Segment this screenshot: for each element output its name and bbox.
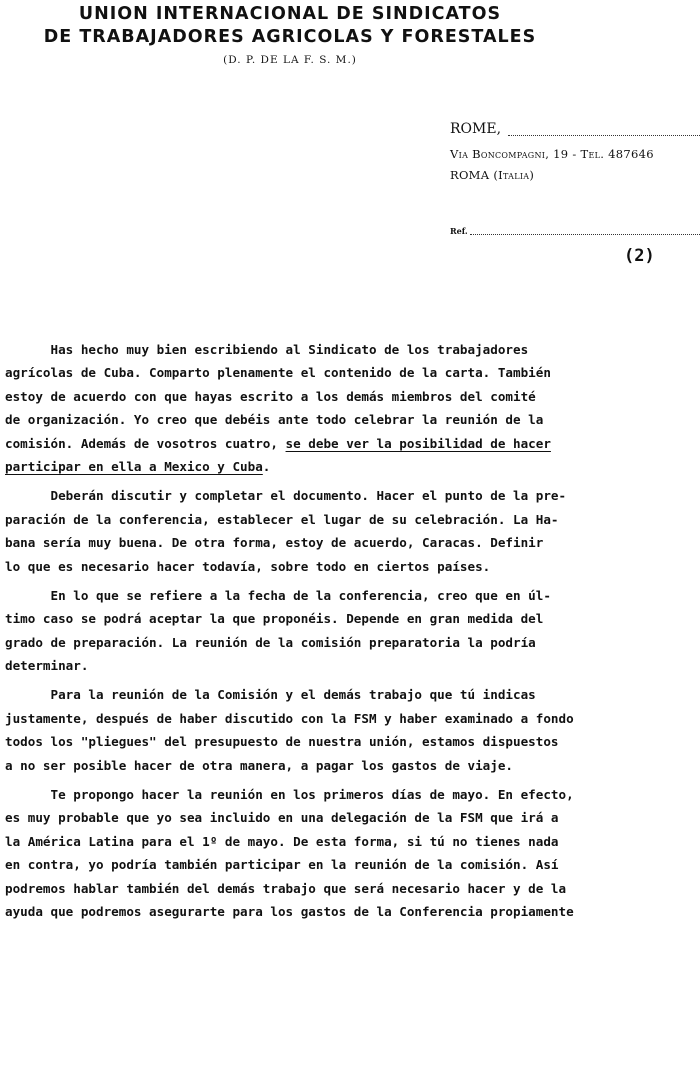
letterhead-subtitle: (D. P. DE LA F. S. M.) (223, 54, 357, 66)
paragraph-4 (5, 683, 700, 777)
paragraph-2 (5, 484, 700, 578)
text-line: Para la reunión de la Comisión y el demás trabajo que tú indicas (5, 687, 536, 703)
text-line: Te propongo hacer la reunión en los primeros días de mayo. En efecto, (5, 787, 574, 803)
underlined-text: se debe ver la posibilidad de hacer (285, 435, 551, 451)
text-line: a no ser posible hacer de otra manera, a pagar los gastos de viaje. (5, 757, 513, 773)
text-line: en contra, yo podría también participar en la reunión de la comisión. Así (5, 857, 559, 873)
text-line: En lo que se refiere a la fecha de la conferencia, creo que en úl- (5, 587, 551, 603)
reference-dotted-line (470, 234, 700, 235)
text-line: grado de preparación. La reunión de la comisión preparatoria la podría (5, 634, 536, 650)
text-line: estoy de acuerdo con que hayas escrito a los demás miembros del comité (5, 388, 536, 404)
letterhead-title-line2: DE TRABAJADORES AGRICOLAS Y FORESTALES (43, 27, 537, 47)
text-line: podremos hablar también del demás trabajo que será necesario hacer y de la (5, 880, 567, 896)
text-line: de organización. Yo creo que debéis ante todo celebrar la reunión de la (5, 412, 544, 428)
text-fragment: comisión. Además de vosotros cuatro, (5, 435, 286, 451)
address-country: ROMA (Italia) (450, 168, 535, 182)
text-line: todos los "pliegues" del presupuesto de nuestra unión, estamos dispuestos (5, 734, 559, 750)
text-line: agrícolas de Cuba. Comparto plenamente el contenido de la carta. También (5, 365, 551, 381)
text-line (5, 455, 700, 478)
text-line: lo que es necesario hacer todavía, sobre todo en ciertos países. (5, 558, 491, 574)
text-line: es muy probable que yo sea incluido en una delegación de la FSM que irá a (5, 810, 559, 826)
paragraph-1 (5, 338, 700, 478)
address-street: Via Boncompagni, 19 - Tel. 487646 (450, 147, 654, 161)
text-line: ayuda que podremos asegurarte para los gastos de la Conferencia propiamente (5, 903, 574, 919)
paragraph-3 (5, 584, 700, 678)
underlined-text: participar en ella a Mexico y Cuba (5, 458, 263, 474)
text-line: la América Latina para el 1º de mayo. De esta forma, si tú no tienes nada (5, 833, 559, 849)
text-line: bana sería muy buena. De otra forma, estoy de acuerdo, Caracas. Definir (5, 535, 544, 551)
text-line: determinar. (5, 658, 89, 674)
text-line: justamente, después de haber discutido con la FSM y haber examinado a fondo (5, 710, 574, 726)
letter-body (5, 338, 700, 929)
text-line: timo caso se podrá aceptar la que proponéis. Depende en gran medida del (5, 611, 544, 627)
text-line (5, 432, 700, 455)
address-city: ROME, (450, 121, 502, 137)
letterhead-title-line1: UNION INTERNACIONAL DE SINDICATOS (78, 4, 502, 24)
paragraph-5 (5, 783, 700, 923)
page-number: (2) (624, 246, 655, 266)
text-line: Has hecho muy bien escribiendo al Sindicato de los trabajadores (5, 342, 529, 357)
reference-label: Ref. (450, 226, 468, 236)
date-dotted-line (508, 135, 700, 136)
text-fragment: . (262, 458, 271, 474)
text-line: paración de la conferencia, establecer el lugar de su celebración. La Ha- (5, 511, 559, 527)
text-line: Deberán discutir y completar el documento. Hacer el punto de la pre- (5, 488, 567, 504)
